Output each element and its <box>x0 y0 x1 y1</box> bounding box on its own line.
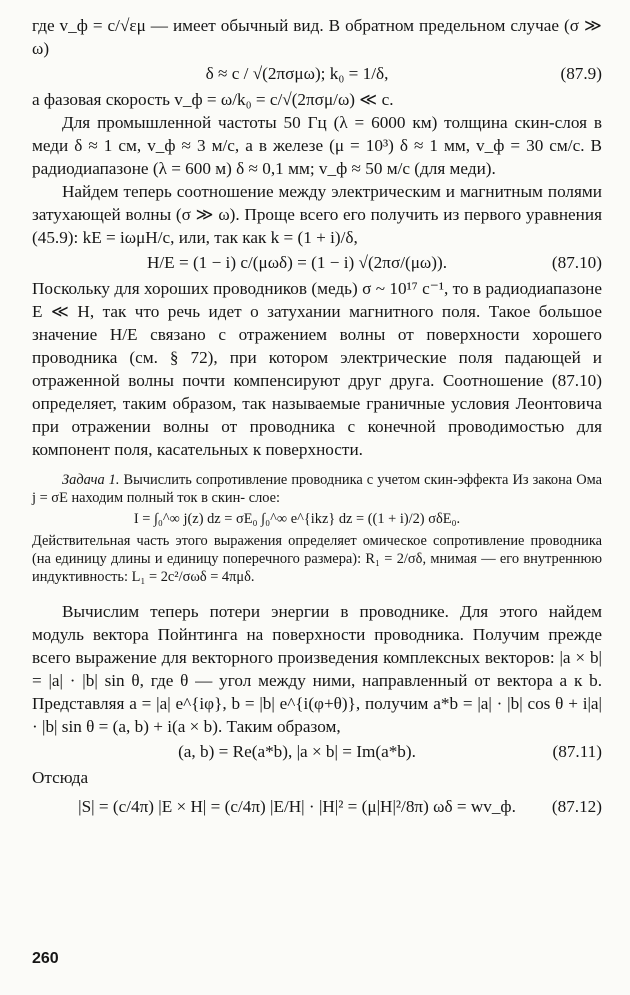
paragraph-2: а фазовая скорость v_ф = ω/k₀ = c/√(2πσμ/ω) ≪ c. <box>32 90 394 109</box>
equation-87-11-math: (a, b) = Re(a*b), |a × b| = Im(a*b). <box>178 742 416 761</box>
task-1-title: Задача 1. <box>62 472 120 488</box>
equation-87-9-number: (87.9) <box>560 64 602 83</box>
paragraph-3: Для промышленной частоты 50 Гц (λ = 6000 км) толщина скин-слоя в меди δ ≈ 1 см, v_ф ≈ 3 м/с, а в железе (μ = 10³) δ ≈ 1 мм, v_ф = 30 см/с. В радиодиапазоне (λ = 600 м) δ ≈ 0,1 мм; v_ф ≈ 50 м/с (для меди). <box>32 113 602 178</box>
equation-87-9 <box>32 64 602 84</box>
equation-87-12-math: |S| = (c/4π) |E × H| = (c/4π) |E/H| · |H|² = (μ|H|²/8π) ωδ = wv_ф. <box>78 797 516 816</box>
equation-87-11 <box>32 742 602 762</box>
paragraph-6: Вычислим теперь потери энергии в проводнике. Для этого найдем модуль вектора Пойнтинга на поверхности проводника. Получим прежде всего выражение для векторного произведения комплексных векторов: |a × b| = |a| · |b| sin θ, где θ — угол между ними, направленный от вектора a к b. Представляя a = |a| e^{iφ}, b = |b| e^{i(φ+θ)}, получим a*b = |a| · |b| cos θ + i|a| · |b| sin θ = (a, b) + i(a × b). Таким образом, <box>32 602 602 736</box>
equation-87-9-math: δ ≈ c / √(2πσμω); k₀ = 1/δ, <box>205 64 389 83</box>
task-1-text-2: Действительная часть этого выражения определяет омическое сопротивление проводника (на единицу длины и единицу поперечного размера): R₁ = 2/σδ, мнимая — его внутреннюю индуктивность: L₁ = 2c²/σωδ = 4πμδ. <box>32 533 602 585</box>
task-1 <box>32 471 602 586</box>
task-1-equation-math: I = ∫₀^∞ j(z) dz = σE₀ ∫₀^∞ e^{ikz} dz = ((1 + i)/2) σδE₀. <box>133 511 461 527</box>
equation-87-10-number: (87.10) <box>551 253 602 272</box>
equation-87-11-number: (87.11) <box>552 742 602 761</box>
equation-87-12-number: (87.12) <box>551 797 602 816</box>
task-1-equation <box>32 511 602 528</box>
equation-87-12 <box>32 797 602 817</box>
page-number: 260 <box>32 950 59 967</box>
paragraph-4: Найдем теперь соотношение между электрическим и магнитным полями затухающей волны (σ ≫ ω). Проще всего его получить из первого уравнения (45.9): kE = iωμH/c, или, так как k = (1 + i)/δ, <box>32 182 602 247</box>
paragraph-5: Поскольку для хороших проводников (медь) σ ~ 10¹⁷ с⁻¹, то в радиодиапазоне E ≪ H, так что речь идет о затухании магнитного поля. Такое большое значение H/E связано с отражением волны от поверхности хорошего проводника (см. § 72), при котором электрические поля падающей и отраженной волны почти компенсируют друг друга. Соотношение (87.10) определяет, таким образом, так называемые граничные условия Леонтовича при отражении волны от проводника с конечной проводимостью для компонент поля, касательных к поверхности. <box>32 279 602 459</box>
task-1-text: Вычислить сопротивление проводника с учетом скин-эффекта Из закона Ома j = σE находим полный ток в скин- слое: <box>32 472 602 506</box>
equation-87-10-math: H/E = (1 − i) c/(μωδ) = (1 − i) √(2πσ/(μω)). <box>146 253 447 272</box>
paragraph-7: Отсюда <box>32 768 89 787</box>
paragraph-1: где v_ф = c/√εμ — имеет обычный вид. В обратном предельном случае (σ ≫ ω) <box>32 16 602 58</box>
equation-87-10 <box>32 253 602 273</box>
